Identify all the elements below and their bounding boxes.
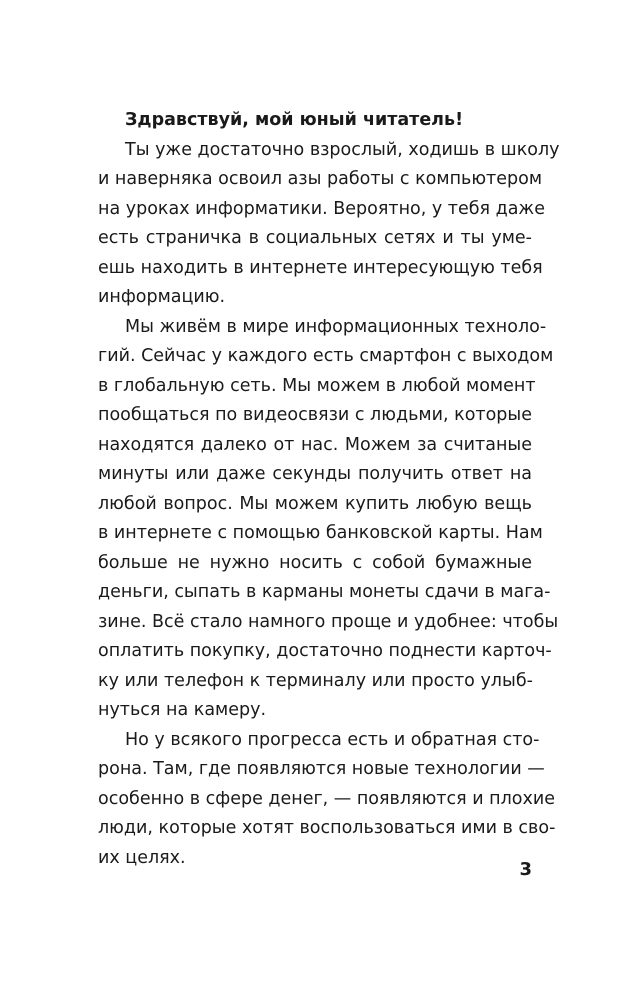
paragraph-line: больше не нужно носить с собой бумажные: [98, 552, 532, 573]
page-heading: Здравствуй, мой юный читатель!: [125, 110, 464, 130]
paragraph-line: деньги, сыпать в карманы монеты сдачи в мага-: [98, 582, 551, 602]
paragraphs: [98, 136, 560, 874]
paragraph-line: особенно в сфере денег, — появляются и плохие: [98, 788, 555, 809]
paragraph-line: Ты уже достаточно взрослый, ходишь в школу: [125, 139, 560, 160]
paragraph-line: в глобальную сеть. Мы можем в любой момент: [98, 375, 536, 396]
paragraph-line: информацию.: [98, 287, 226, 307]
paragraph-line: их целях.: [98, 847, 186, 868]
paragraph-line: находятся далеко от нас. Можем за считаные: [98, 434, 532, 455]
paragraph: [98, 313, 559, 726]
paragraph-line: нуться на камеру.: [98, 700, 267, 720]
paragraph-line: гий. Сейчас у каждого есть смартфон с выходом: [98, 346, 554, 366]
paragraph-line: рона. Там, где появляются новые технологии —: [98, 759, 545, 779]
paragraph-line: оплатить покупку, достаточно поднести карточ-: [98, 641, 552, 661]
paragraph-line: в интернете с помощью банковской карты. Нам: [98, 523, 543, 543]
paragraph-line: на уроках информатики. Вероятно, у тебя даже: [98, 198, 545, 219]
paragraph-line: минуты или даже секунды получить ответ на: [98, 464, 532, 484]
paragraph: [98, 726, 556, 874]
page-number: 3: [519, 859, 532, 880]
paragraph-line: любой вопрос. Мы можем купить любую вещь: [98, 493, 532, 514]
paragraph-line: ешь находить в интернете интересующую тебя: [98, 257, 543, 278]
paragraph-line: люди, которые хотят воспользоваться ими в сво-: [98, 818, 556, 838]
text-block: [98, 106, 560, 873]
paragraph-line: Мы живём в мире информационных техноло-: [125, 316, 547, 337]
paragraph-line: есть страничка в социальных сетях и ты уме-: [98, 228, 532, 248]
paragraph: [98, 136, 560, 313]
paragraph-line: зине. Всё стало намного проще и удобнее: чтобы: [98, 611, 559, 632]
paragraph-line: Но у всякого прогресса есть и обратная сто-: [125, 729, 540, 750]
paragraph-line: ку или телефон к терминалу или просто улыб-: [98, 670, 533, 691]
paragraph-line: и наверняка освоил азы работы с компьютером: [98, 169, 543, 189]
paragraph-line: пообщаться по видеосвязи с людьми, которые: [98, 405, 532, 425]
